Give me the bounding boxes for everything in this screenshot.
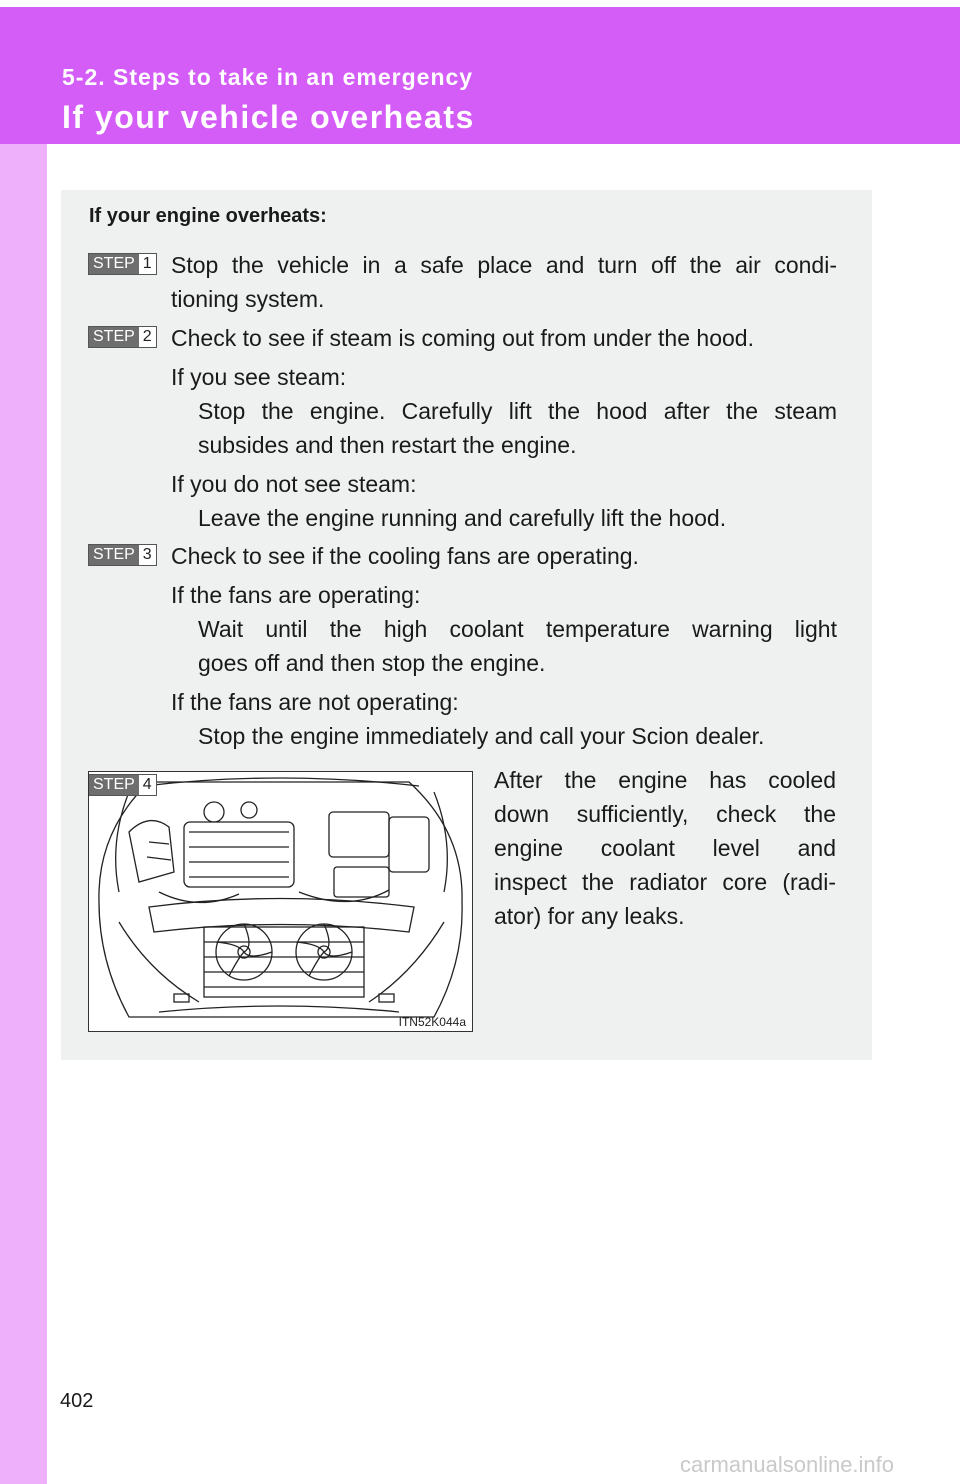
panel-heading: If your engine overheats: bbox=[89, 205, 327, 227]
page-number: 402 bbox=[60, 1390, 94, 1412]
case-instruction-line-1: Stop the engine immediately and call your Scion dealer. bbox=[198, 723, 765, 749]
case-instruction-line-1: Stop the engine. Carefully lift the hood after the steam bbox=[198, 398, 837, 424]
case-label: If you do not see steam: bbox=[171, 471, 417, 497]
step-word: STEP bbox=[89, 545, 139, 565]
case-label: If the fans are not operating: bbox=[171, 689, 459, 715]
step-2-tag bbox=[88, 326, 157, 348]
step-4-line-2: down sufficiently, check the bbox=[494, 801, 836, 827]
step-3-tag bbox=[88, 544, 157, 566]
step-number: 4 bbox=[142, 776, 152, 793]
step-4-tag bbox=[88, 774, 157, 796]
step-4-line-3: engine coolant level and bbox=[494, 835, 836, 861]
step-word: STEP bbox=[89, 775, 139, 795]
step-1-line-1: Stop the vehicle in a safe place and turn off the air condi- bbox=[171, 252, 837, 278]
step-number: 1 bbox=[142, 255, 152, 272]
engine-bay-illustration bbox=[88, 771, 473, 1032]
figure-code: ITN52K044a bbox=[398, 1015, 466, 1029]
step-1-line-2: tioning system. bbox=[171, 286, 325, 312]
step-number: 3 bbox=[142, 546, 152, 563]
case-instruction-line-1: Wait until the high coolant temperature warning light bbox=[198, 616, 837, 642]
engine-bay-drawing bbox=[89, 772, 472, 1031]
case-instruction-line-2: subsides and then restart the engine. bbox=[198, 432, 577, 458]
step-4-line-5: ator) for any leaks. bbox=[494, 903, 685, 929]
step-1-tag bbox=[88, 253, 157, 275]
page-header bbox=[0, 7, 960, 144]
step-word: STEP bbox=[89, 254, 139, 274]
step-2-text: Check to see if steam is coming out from under the hood. bbox=[171, 325, 754, 351]
step-3-text: Check to see if the cooling fans are operating. bbox=[171, 543, 639, 569]
step-number: 2 bbox=[142, 328, 152, 345]
step-4-line-4: inspect the radiator core (radi- bbox=[494, 869, 836, 895]
case-instruction-line-2: goes off and then stop the engine. bbox=[198, 650, 546, 676]
section-label: 5-2. Steps to take in an emergency bbox=[62, 64, 474, 90]
top-strip bbox=[0, 0, 960, 7]
watermark: carmanualsonline.info bbox=[680, 1452, 895, 1477]
step-word: STEP bbox=[89, 327, 139, 347]
side-bar bbox=[0, 144, 47, 1484]
page-title: If your vehicle overheats bbox=[62, 99, 475, 135]
case-instruction-line-1: Leave the engine running and carefully lift the hood. bbox=[198, 505, 727, 531]
case-label: If the fans are operating: bbox=[171, 582, 421, 608]
step-4-line-1: After the engine has cooled bbox=[494, 767, 836, 793]
case-label: If you see steam: bbox=[171, 364, 347, 390]
